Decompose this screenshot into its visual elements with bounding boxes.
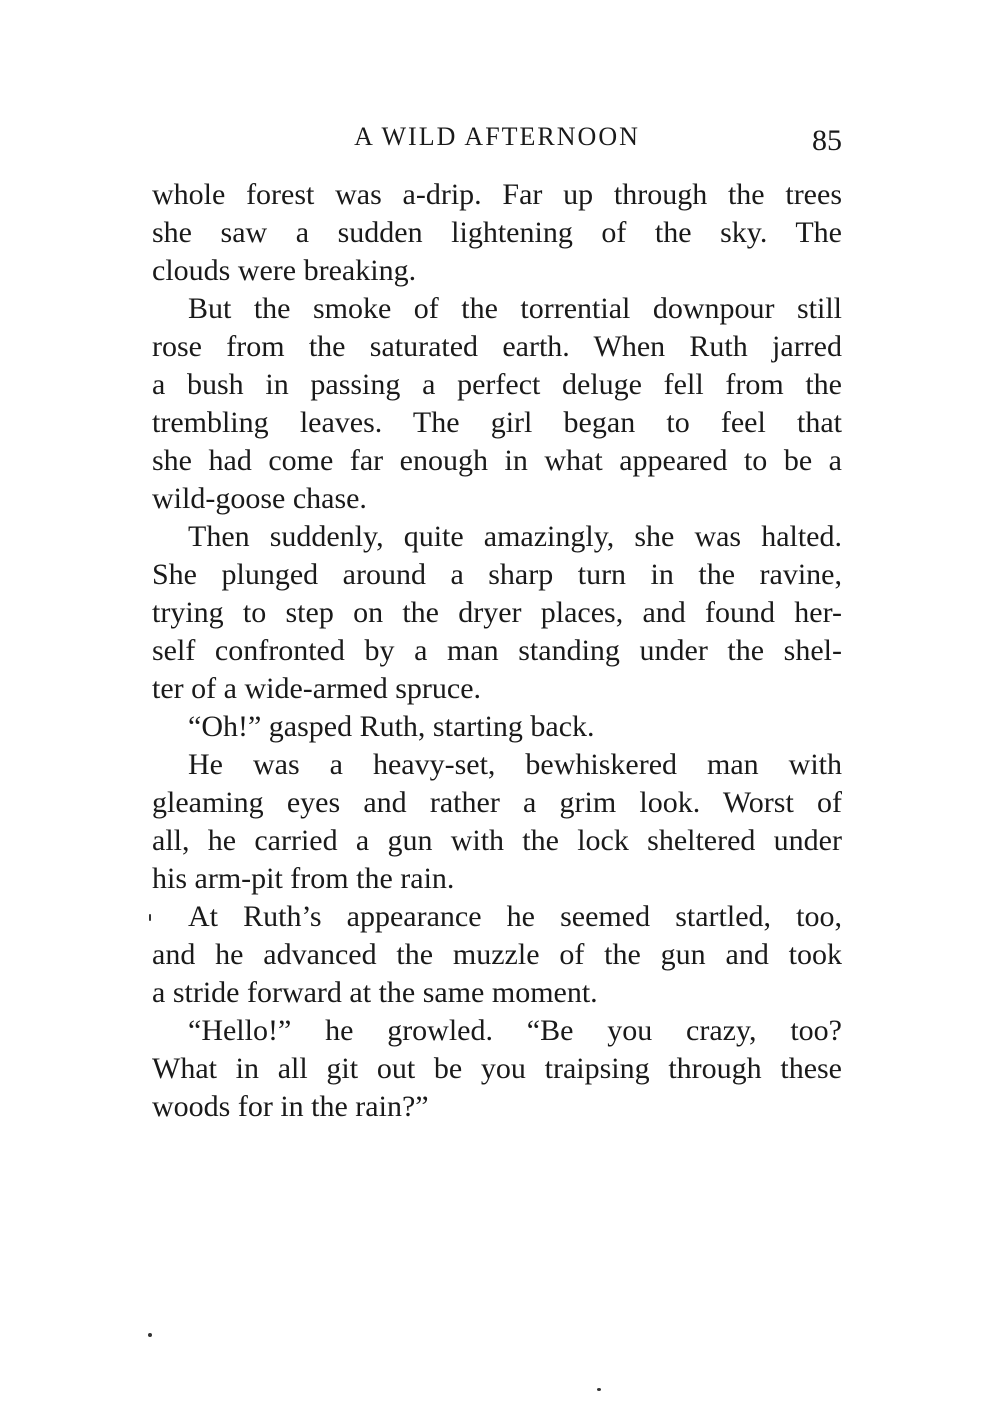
scan-speck [149, 914, 151, 921]
text-line: ter of a wide-armed spruce. [152, 672, 482, 705]
running-head [152, 118, 842, 158]
text-line: “Oh!” gasped Ruth, starting back. [188, 710, 595, 743]
text-line: He was a heavy-set, bewhiskered man with [188, 748, 842, 781]
text-line: But the smoke of the torrential downpour still [188, 292, 842, 325]
text-line: What in all git out be you traipsing through these [152, 1052, 842, 1085]
text-line: “Hello!” he growled. “Be you crazy, too? [188, 1014, 842, 1047]
text-line: wild-goose chase. [152, 482, 367, 515]
text-line: clouds were breaking. [152, 254, 417, 287]
text-line: she had come far enough in what appeared to be a [152, 444, 842, 477]
scan-speck [597, 1388, 601, 1391]
text-line: his arm-pit from the rain. [152, 862, 455, 895]
text-line: self confronted by a man standing under the shel- [152, 634, 842, 667]
text-line: woods for in the rain?” [152, 1090, 429, 1123]
text-line: all, he carried a gun with the lock sheltered under [152, 824, 842, 857]
text-line: whole forest was a-drip. Far up through the trees [152, 178, 842, 211]
text-line: gleaming eyes and rather a grim look. Worst of [152, 786, 842, 819]
text-line: a bush in passing a perfect deluge fell from the [152, 368, 842, 401]
text-line: trying to step on the dryer places, and found her- [152, 596, 842, 629]
text-line: At Ruth’s appearance he seemed startled, too, [188, 900, 842, 933]
text-line: She plunged around a sharp turn in the ravine, [152, 558, 842, 591]
text-line: a stride forward at the same moment. [152, 976, 598, 1009]
text-line: rose from the saturated earth. When Ruth jarred [152, 330, 842, 363]
text-line: Then suddenly, quite amazingly, she was halted. [188, 520, 842, 553]
text-line: and he advanced the muzzle of the gun and took [152, 938, 842, 971]
running-title: A WILD AFTERNOON [354, 122, 640, 151]
text-line: trembling leaves. The girl began to feel that [152, 406, 842, 439]
body-text [152, 176, 842, 1126]
page-number: 85 [812, 124, 842, 157]
text-line: she saw a sudden lightening of the sky. The [152, 216, 842, 249]
scan-speck [148, 1333, 152, 1337]
